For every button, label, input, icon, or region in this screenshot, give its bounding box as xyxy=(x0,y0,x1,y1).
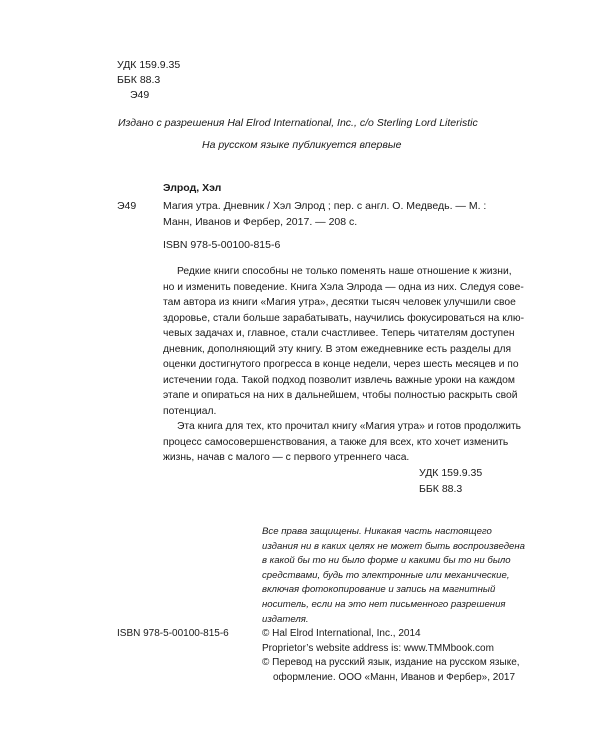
rights-line: носитель, если на это нет письменного разрешения xyxy=(262,598,506,610)
annotation-line: но и изменить поведение. Книга Хэла Элрода — одна из них. Следуя сове- xyxy=(163,281,524,293)
rights-line: Все права защищены. Никакая часть настоящего xyxy=(262,526,492,537)
footer-bbk-code: ББК 88.3 xyxy=(419,483,463,495)
annotation-line: жизнь, начав с малого — с первого утреннего часа. xyxy=(163,452,410,463)
annotation-line: Редкие книги способны не только поменять наше отношение к жизни, xyxy=(177,266,512,277)
annotation-line: процесс самосовершенствования, а также для всех, кто хочет изменить xyxy=(163,436,509,448)
rights-line: включая фотокопирование и запись на магнитный xyxy=(262,584,496,596)
bib-line-1: Магия утра. Дневник / Хэл Элрод ; пер. с англ. О. Медведь. — М. : xyxy=(163,200,487,212)
bib-line-2: Манн, Иванов и Фербер, 2017. — 208 с. xyxy=(163,216,358,228)
annotation-line: этапе и опираться на них в дальнейшем, чтобы полностью раскрыть свой xyxy=(163,390,518,401)
rights-notice xyxy=(262,525,525,627)
rights-line: издателя. xyxy=(262,613,309,625)
annotation-line: потенциал. xyxy=(163,405,217,417)
annotation-line: там автора из книги «Магия утра», десятки тысяч человек улучшили свое xyxy=(163,297,516,308)
udk-code: УДК 159.9.35 xyxy=(117,59,181,71)
author-mark: Э49 xyxy=(130,89,150,101)
copyright-block xyxy=(262,627,520,685)
annotation-line: истечении года. Такой подход позволит извлечь важные уроки на каждом xyxy=(163,374,515,386)
annotation-paragraph-2 xyxy=(163,419,522,466)
annotation-line: оценки достигнутого прогресса в конце недели, через шесть месяцев и по xyxy=(163,359,519,370)
first-publication-notice: На русском языке публикуется впервые xyxy=(202,139,402,151)
annotation-line: дневник, дополняющий эту книгу. В этом ежедневнике есть разделы для xyxy=(163,343,512,355)
annotation-line: здоровье, стали больше зарабатывать, научились фокусироваться на клю- xyxy=(163,312,524,324)
copyright-translation-cont: оформление. ООО «Манн, Иванов и Фербер», 2017 xyxy=(273,671,516,683)
rights-line: в какой бы то ни было форме и какими бы то ни было xyxy=(262,555,511,567)
copyright-original: © Hal Elrod International, Inc., 2014 xyxy=(262,628,421,639)
permission-notice: Издано с разрешения Hal Elrod International, Inc., c/o Sterling Lord Literistic xyxy=(118,117,478,129)
bib-isbn: ISBN 978-5-00100-815-6 xyxy=(163,239,281,251)
proprietor-website: Proprietor’s website address is: www.TMMbook.com xyxy=(262,642,494,654)
annotation-line: Эта книга для тех, кто прочитал книгу «Магия утра» и готов продолжить xyxy=(177,421,522,432)
bbk-code: ББК 88.3 xyxy=(117,74,161,86)
rights-line: средствами, будь то электронные или механические, xyxy=(262,569,510,581)
bib-author-mark: Э49 xyxy=(117,200,137,212)
annotation-line: чевых задачах и, главное, стали счастливее. Теперь читателям доступен xyxy=(163,328,515,339)
annotation-paragraph-1 xyxy=(163,264,524,419)
rights-line: издания ни в каких целях не может быть воспроизведена xyxy=(262,540,525,552)
author-name: Элрод, Хэл xyxy=(163,182,222,194)
copyright-translation: © Перевод на русский язык, издание на русском языке, xyxy=(262,657,520,668)
footer-udk-code: УДК 159.9.35 xyxy=(419,467,483,479)
bottom-isbn: ISBN 978-5-00100-815-6 xyxy=(117,628,229,639)
